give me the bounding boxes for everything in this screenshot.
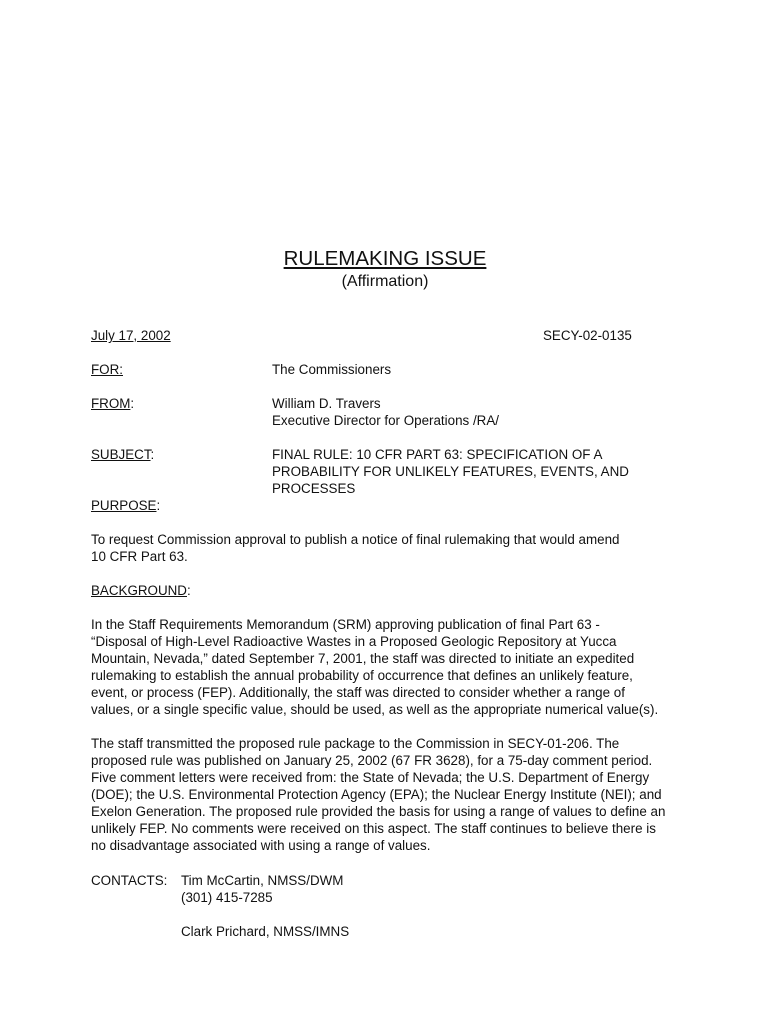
- paragraph-line: In the Staff Requirements Memorandum (SRM) approving publication of final Part 63 -: [91, 617, 600, 632]
- from-title: Executive Director for Operations /RA/: [272, 413, 499, 428]
- from-name: William D. Travers: [272, 396, 381, 411]
- subject-line: PROBABILITY FOR UNLIKELY FEATURES, EVENTS, AND: [272, 464, 629, 479]
- purpose-paragraph: [91, 531, 691, 565]
- paragraph-line: values, or a single specific value, should be used, as well as the appropriate numerical value(s).: [91, 702, 659, 717]
- paragraph-line: To request Commission approval to publish a notice of final rulemaking that would amend: [91, 532, 620, 547]
- purpose-heading-group: [91, 497, 160, 514]
- purpose-heading: PURPOSE: [91, 498, 157, 513]
- contacts-label: CONTACTS:: [91, 873, 168, 888]
- subject-label-group: [91, 446, 154, 463]
- subject-line: PROCESSES: [272, 481, 356, 496]
- subject-line: FINAL RULE: 10 CFR PART 63: SPECIFICATION OF A: [272, 447, 603, 462]
- from-colon: :: [130, 396, 135, 411]
- contact-2-name: Clark Prichard, NMSS/IMNS: [181, 924, 350, 939]
- paragraph-line: Mountain, Nevada,” dated September 7, 2001, the staff was directed to initiate an expedited: [91, 651, 635, 666]
- paragraph-line: 10 CFR Part 63.: [91, 549, 188, 564]
- document-date: July 17, 2002: [91, 328, 171, 343]
- paragraph-line: unlikely FEP. No comments were received on this aspect. The staff continues to believe there is: [91, 821, 656, 836]
- document-title: RULEMAKING ISSUE: [283, 247, 487, 270]
- background-paragraph-2: [91, 735, 691, 854]
- background-heading: BACKGROUND: [91, 583, 187, 598]
- paragraph-line: rulemaking to establish the annual probability of occurrence that defines an unlikely feature,: [91, 668, 633, 683]
- for-label: FOR:: [91, 362, 123, 377]
- subject-colon: :: [150, 447, 155, 462]
- background-paragraph-1: [91, 616, 691, 718]
- document-subtitle: (Affirmation): [341, 273, 429, 290]
- paragraph-line: Exelon Generation. The proposed rule provided the basis for using a range of values to define an: [91, 804, 666, 819]
- paragraph-line: no disadvantage associated with using a range of values.: [91, 838, 431, 853]
- paragraph-line: (DOE); the U.S. Environmental Protection Agency (EPA); the Nuclear Energy Institute (NEI); and: [91, 787, 662, 802]
- paragraph-line: proposed rule was published on January 25, 2002 (67 FR 3628), for a 75-day comment period.: [91, 753, 653, 768]
- purpose-colon: :: [156, 498, 161, 513]
- background-heading-group: [91, 582, 191, 599]
- subject-label: SUBJECT: [91, 447, 151, 462]
- from-label: FROM: [91, 396, 131, 411]
- document-number: SECY-02-0135: [543, 328, 632, 343]
- contact-1-name: Tim McCartin, NMSS/DWM: [181, 873, 344, 888]
- paragraph-line: “Disposal of High-Level Radioactive Wastes in a Proposed Geologic Repository at Yucca: [91, 634, 617, 649]
- background-colon: :: [186, 583, 191, 598]
- paragraph-line: Five comment letters were received from: the State of Nevada; the U.S. Department of Energy: [91, 770, 650, 785]
- from-label-group: [91, 395, 134, 412]
- for-value: The Commissioners: [272, 362, 392, 377]
- paragraph-line: event, or process (FEP). Additionally, the staff was directed to consider whether a range of: [91, 685, 625, 700]
- paragraph-line: The staff transmitted the proposed rule package to the Commission in SECY-01-206. The: [91, 736, 620, 751]
- contact-1-phone: (301) 415-7285: [181, 890, 273, 905]
